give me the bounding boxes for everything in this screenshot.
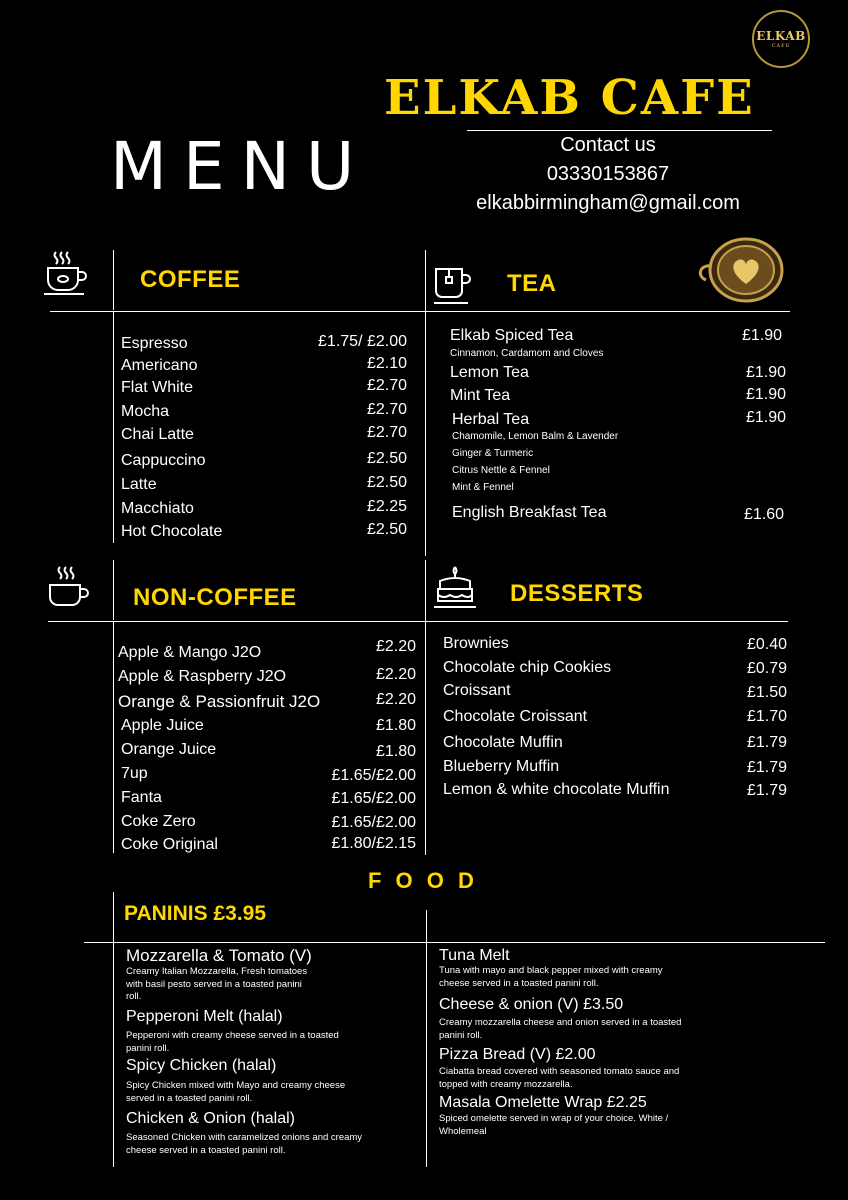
coffee-item-name: Flat White <box>121 379 194 396</box>
tea-item-name: Herbal Tea <box>452 411 530 428</box>
tea-item-note: Cinnamon, Cardamom and Cloves <box>450 348 604 359</box>
noncoffee-item-price: £1.65/£2.00 <box>331 767 416 784</box>
noncoffee-item-price: £1.80/£2.15 <box>331 835 416 852</box>
tea-item-note: Mint & Fennel <box>452 482 514 493</box>
brand-divider <box>467 130 772 131</box>
coffee-item-name: Americano <box>121 357 198 374</box>
dessert-item-name: Chocolate Muffin <box>443 734 563 751</box>
logo-subtext: CAFE <box>771 43 791 49</box>
tea-section-title: TEA <box>507 270 557 297</box>
dessert-item-name: Chocolate chip Cookies <box>443 659 612 676</box>
center-divider-middle <box>425 560 426 855</box>
coffee-item-name: Mocha <box>121 403 170 420</box>
coffee-item-price: £2.70 <box>366 377 407 394</box>
noncoffee-item-price: £1.80 <box>375 717 416 734</box>
noncoffee-item-name: Fanta <box>121 789 162 806</box>
dessert-item-price: £0.79 <box>746 660 787 677</box>
coffee-left-rule <box>113 311 114 543</box>
tea-item-name: Mint Tea <box>450 387 511 404</box>
dessert-item-price: £1.79 <box>746 759 787 776</box>
dessert-item-price: £1.70 <box>746 708 787 725</box>
logo-text: ELKAB <box>756 29 806 43</box>
coffee-item-name: Chai Latte <box>121 426 194 443</box>
noncoffee-item-name: Apple & Mango J2O <box>118 644 262 661</box>
noncoffee-item-name: Apple Juice <box>121 717 204 734</box>
food-item-name: Pizza Bread (V) £2.00 <box>439 1046 596 1063</box>
panini-item-desc: Creamy Italian Mozzarella, Fresh tomatoes with basil pesto served in a toasted panini roll. <box>126 966 308 1002</box>
panini-item-name: Spicy Chicken (halal) <box>126 1057 277 1074</box>
panini-item-name: Mozzarella & Tomato (V) <box>126 946 312 965</box>
noncoffee-item-price: £2.20 <box>375 691 416 708</box>
coffee-section-title: COFFEE <box>140 266 241 293</box>
coffee-item-name: Hot Chocolate <box>121 523 223 540</box>
noncoffee-item-price: £1.65/£2.00 <box>331 814 416 831</box>
dessert-item-price: £1.79 <box>746 782 787 799</box>
coffee-cup-icon <box>42 250 90 298</box>
coffee-item-price: £2.50 <box>366 474 407 491</box>
page-title: MENU <box>110 128 371 205</box>
cake-icon <box>432 565 478 613</box>
noncoffee-left-rule <box>113 621 114 853</box>
noncoffee-item-price: £1.65/£2.00 <box>331 790 416 807</box>
noncoffee-item-price: £1.80 <box>375 743 416 760</box>
food-center-divider <box>426 910 427 1167</box>
noncoffee-header-divider <box>113 560 114 620</box>
dessert-item-price: £1.79 <box>746 734 787 751</box>
tea-item-price: £1.90 <box>741 327 782 344</box>
noncoffee-item-name: Coke Original <box>121 836 218 853</box>
food-item-name: Masala Omelette Wrap £2.25 <box>439 1094 647 1111</box>
tea-item-name: English Breakfast Tea <box>452 504 607 521</box>
food-section-title: F O O D <box>368 868 478 893</box>
brand-name: ELKAB CAFE <box>384 70 755 126</box>
dessert-item-name: Brownies <box>443 635 509 652</box>
dessert-item-price: £0.40 <box>746 636 787 653</box>
food-item-desc: Ciabatta bread covered with seasoned tomato sauce and topped with creamy mozzarella. <box>439 1066 680 1090</box>
coffee-item-price: £1.75/ £2.00 <box>318 333 407 350</box>
dessert-item-name: Croissant <box>443 682 511 699</box>
panini-item-desc: Pepperoni with creamy cheese served in a toasted panini roll. <box>126 1030 339 1054</box>
dessert-item-price: £1.50 <box>746 684 787 701</box>
tea-item-price: £1.90 <box>745 409 786 426</box>
panini-item-name: Chicken & Onion (halal) <box>126 1110 295 1127</box>
noncoffee-item-price: £2.20 <box>375 638 416 655</box>
contact-label: Contact us <box>560 134 656 156</box>
hot-drink-icon <box>44 565 92 613</box>
coffee-header-divider <box>113 250 114 310</box>
food-left-rule <box>113 942 114 1167</box>
dessert-item-name: Lemon & white chocolate Muffin <box>443 781 670 798</box>
coffee-item-price: £2.50 <box>366 450 407 467</box>
desserts-section-title: DESSERTS <box>510 580 644 607</box>
coffee-item-name: Latte <box>121 476 157 493</box>
latte-art-icon <box>694 236 786 304</box>
tea-item-price: £1.90 <box>745 364 786 381</box>
tea-item-note: Citrus Nettle & Fennel <box>452 465 550 476</box>
food-item-desc: Tuna with mayo and black pepper mixed with creamy cheese served in a toasted panini roll. <box>439 965 663 989</box>
cafe-logo <box>752 10 810 68</box>
coffee-item-price: £2.10 <box>366 355 407 372</box>
noncoffee-section-title: NON-COFFEE <box>133 584 297 611</box>
center-divider-top <box>425 250 426 556</box>
panini-item-desc: Seasoned Chicken with caramelized onions and creamy cheese served in a toasted panini roll. <box>126 1132 363 1156</box>
noncoffee-item-price: £2.20 <box>375 666 416 683</box>
noncoffee-item-name: Apple & Raspberry J2O <box>118 668 287 685</box>
food-item-desc: Spiced omelette served in wrap of your choice. White / Wholemeal <box>439 1113 669 1137</box>
contact-phone: 03330153867 <box>546 163 670 185</box>
noncoffee-item-name: Orange Juice <box>121 741 217 758</box>
tea-item-name: Elkab Spiced Tea <box>450 327 574 344</box>
food-section-rule <box>84 942 825 943</box>
food-item-desc: Creamy mozzarella cheese and onion served in a toasted panini roll. <box>439 1017 682 1041</box>
dessert-item-name: Chocolate Croissant <box>443 708 588 725</box>
top-section-rule <box>50 311 790 312</box>
coffee-item-name: Cappuccino <box>121 452 206 469</box>
paninis-title: PANINIS £3.95 <box>124 902 267 925</box>
coffee-item-name: Espresso <box>121 335 188 352</box>
paninis-header-divider <box>113 892 114 942</box>
coffee-item-name: Macchiato <box>121 500 194 517</box>
coffee-item-price: £2.50 <box>366 521 407 538</box>
contact-email: elkabbirmingham@gmail.com <box>476 192 740 214</box>
tea-item-note: Chamomile, Lemon Balm & Lavender <box>452 431 619 442</box>
middle-section-rule <box>48 621 788 622</box>
teacup-icon <box>432 265 472 307</box>
food-item-name: Cheese & onion (V) £3.50 <box>439 996 624 1013</box>
tea-item-name: Lemon Tea <box>450 364 529 381</box>
food-item-name: Tuna Melt <box>439 947 510 964</box>
panini-item-desc: Spicy Chicken mixed with Mayo and creamy cheese served in a toasted panini roll. <box>126 1080 346 1104</box>
noncoffee-item-name: 7up <box>121 765 148 782</box>
tea-item-price: £1.90 <box>745 386 786 403</box>
panini-item-name: Pepperoni Melt (halal) <box>126 1008 283 1025</box>
coffee-item-price: £2.70 <box>366 401 407 418</box>
coffee-item-price: £2.25 <box>366 498 407 515</box>
coffee-item-price: £2.70 <box>366 424 407 441</box>
tea-item-note: Ginger & Turmeric <box>452 448 534 459</box>
tea-item-price: £1.60 <box>743 506 784 523</box>
dessert-item-name: Blueberry Muffin <box>443 758 560 775</box>
noncoffee-item-name: Coke Zero <box>121 813 196 830</box>
noncoffee-item-name: Orange & Passionfruit J2O <box>118 692 321 711</box>
